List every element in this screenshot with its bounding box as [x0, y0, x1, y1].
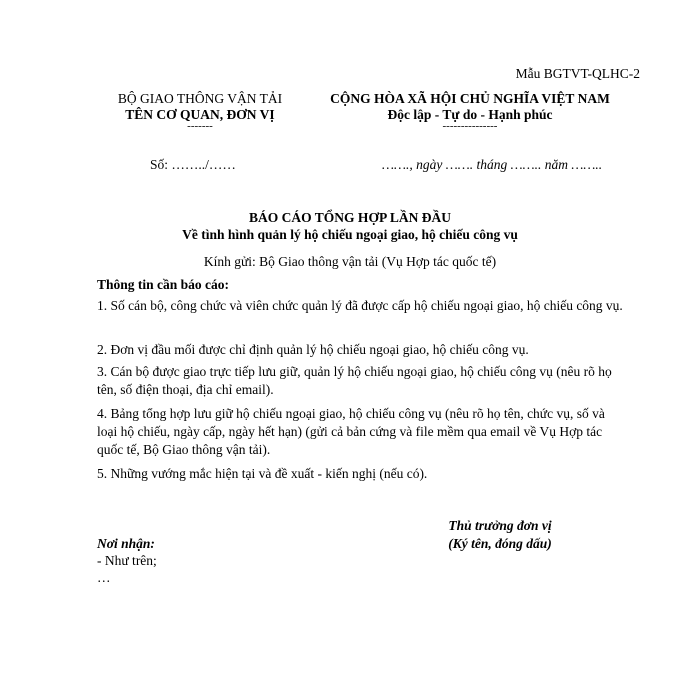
report-item-3: 3. Cán bộ được giao trực tiếp lưu giữ, quản lý hộ chiếu ngoại giao, hộ chiếu công vụ (nêu rõ họ tên, số điện thoại, địa chỉ email). [97, 364, 612, 397]
motto-rule: --------------- [442, 120, 498, 132]
report-subtitle: Về tình hình quản lý hộ chiếu ngoại giao, hộ chiếu công vụ [182, 227, 518, 242]
report-item-2: 2. Đơn vị đầu mối được chỉ định quản lý hộ chiếu ngoại giao, hộ chiếu công vụ. [97, 342, 529, 357]
recipients-label: Nơi nhận: [97, 536, 155, 551]
agency-name: TÊN CƠ QUAN, ĐƠN VỊ [125, 107, 275, 122]
report-title: BÁO CÁO TỔNG HỢP LẦN ĐẦU [249, 210, 451, 225]
form-code: Mẫu BGTVT-QLHC-2 [515, 66, 640, 81]
recipients-line-1: - Như trên; [97, 553, 157, 568]
agency-rule: ------- [187, 120, 213, 132]
motto: Độc lập - Tự do - Hạnh phúc [387, 107, 553, 122]
report-item-5: 5. Những vướng mắc hiện tại và đề xuất - kiến nghị (nếu có). [97, 466, 428, 481]
place-date: ……., ngày ……. tháng …….. năm …….. [382, 157, 603, 172]
recipient-line: Kính gửi: Bộ Giao thông vận tải (Vụ Hợp tác quốc tế) [203, 254, 497, 269]
signature-title: Thủ trưởng đơn vị [448, 518, 552, 533]
report-item-1: 1. Số cán bộ, công chức và viên chức quản lý đã được cấp hộ chiếu ngoại giao, hộ chiếu công vụ. [97, 298, 623, 313]
signature-note: (Ký tên, đóng dấu) [448, 536, 552, 551]
document-number: Số: ……../…… [150, 157, 236, 172]
report-item-4: 4. Bảng tổng hợp lưu giữ hộ chiếu ngoại giao, hộ chiếu công vụ (nêu rõ họ tên, chức vụ, số và loại hộ chiếu, ngày cấp, ngày hết hạn) (gửi cả bản cứng và file mềm qua email về Vụ Hợp tác quốc tế, Bộ Giao thông vận tải). [97, 406, 605, 457]
section-heading: Thông tin cần báo cáo: [97, 277, 230, 292]
recipients-line-2: … [97, 570, 111, 585]
country-name: CỘNG HÒA XÃ HỘI CHỦ NGHĨA VIỆT NAM [330, 91, 610, 106]
ministry-name: BỘ GIAO THÔNG VẬN TẢI [117, 91, 283, 106]
